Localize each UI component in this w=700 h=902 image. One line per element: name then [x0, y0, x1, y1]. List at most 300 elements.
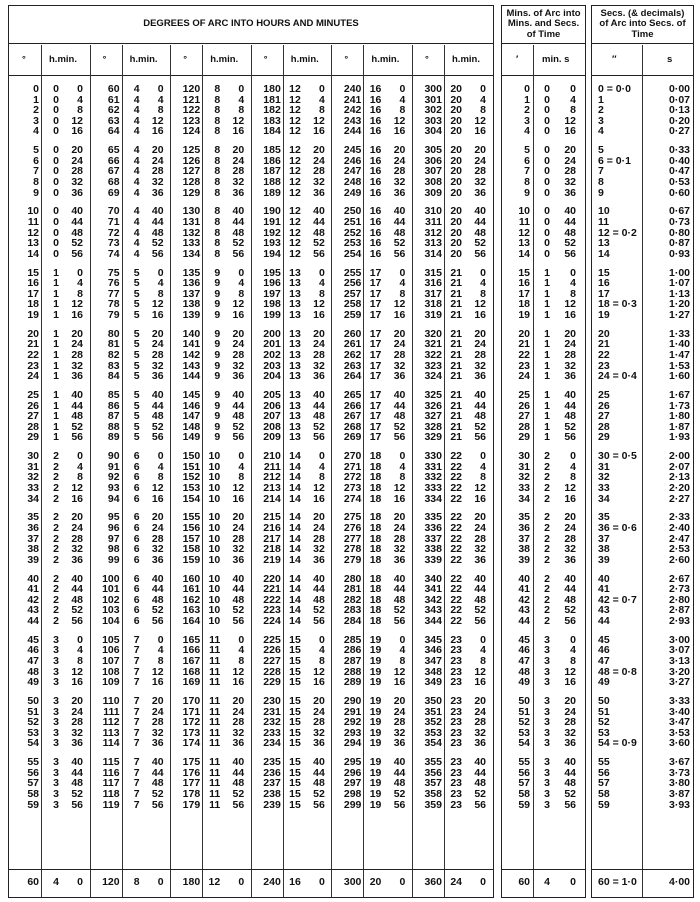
degree-value: 203 — [263, 359, 281, 372]
degree-value: 28 — [27, 420, 39, 433]
degree-value: 76 — [107, 277, 120, 290]
minutes-value: 32 — [393, 543, 406, 556]
hours-value: 8 — [214, 165, 221, 178]
minutes-value: 56 — [393, 615, 406, 627]
minutes-value: 44 — [232, 583, 245, 596]
minutes-value: 20 — [71, 144, 83, 157]
final-row-divider — [9, 869, 493, 870]
degree-value: 68 — [107, 176, 120, 188]
degree-value: 4 — [33, 125, 39, 138]
minutes-value: 20 — [313, 511, 325, 524]
minutes-value: 8 — [157, 104, 164, 117]
hours-value: 11 — [209, 726, 221, 739]
time-minutes-value: 2 — [544, 543, 550, 556]
hours-value: 9 — [214, 266, 221, 279]
degree-value: 66 — [107, 154, 120, 167]
degree-value: 188 — [263, 176, 281, 188]
degree-value: 136 — [182, 277, 201, 290]
minutes-value: 56 — [71, 431, 83, 444]
arc-seconds-value: 42 = 0·7 — [598, 593, 637, 606]
degree-value: 196 — [263, 277, 281, 290]
time-minutes-value: 1 — [544, 431, 550, 444]
degree-value: 83 — [107, 359, 120, 372]
degree-value: 13 — [27, 237, 39, 250]
hours-value: 5 — [133, 309, 140, 321]
arc-minutes-value: 23 — [518, 359, 530, 372]
time-minutes-value: 1 — [544, 410, 550, 423]
hours-value: 21 — [450, 287, 462, 300]
hours-value: 9 — [214, 359, 221, 372]
degree-value: 351 — [424, 705, 442, 718]
minutes-value: 0 — [318, 266, 325, 279]
minutes-value: 48 — [474, 593, 486, 606]
minutes-value: 16 — [151, 676, 164, 689]
hours-value: 16 — [289, 876, 301, 888]
minutes-value: 36 — [474, 553, 486, 566]
minutes-value: 28 — [393, 165, 406, 178]
arc-minutes-value: 30 — [518, 450, 530, 463]
arc-minutes-value: 7 — [524, 165, 530, 178]
minutes-value: 56 — [393, 247, 406, 260]
time-minutes-value: 0 — [544, 176, 550, 188]
time-minutes-value: 0 — [544, 247, 550, 260]
hours-value: 6 — [133, 522, 140, 534]
hours-value: 13 — [289, 431, 301, 444]
minutes-value: 48 — [474, 226, 486, 239]
time-seconds-value: 56 — [564, 431, 576, 444]
hours-value: 9 — [214, 420, 221, 433]
time-minutes-value: 2 — [544, 604, 550, 617]
minutes-value: 0 — [157, 266, 164, 279]
arc-seconds-value: 30 = 0·5 — [598, 450, 637, 463]
arc-minutes-value: 29 — [518, 431, 530, 444]
time-seconds-value: 16 — [564, 125, 576, 138]
minutes-value: 12 — [474, 482, 486, 494]
minutes-value: 20 — [232, 327, 245, 340]
time-seconds-decimal: 0·53 — [668, 176, 690, 188]
hours-value: 18 — [369, 532, 382, 545]
degree-value: 207 — [263, 410, 281, 423]
arc-seconds-value: 49 — [598, 676, 610, 689]
time-minutes-value: 2 — [544, 572, 550, 585]
minutes-value: 48 — [232, 410, 245, 423]
hours-value: 5 — [133, 277, 140, 290]
hours-value: 11 — [209, 655, 221, 667]
minutes-value: 52 — [151, 788, 164, 800]
degree-value: 184 — [263, 125, 281, 138]
degree-value: 302 — [424, 104, 442, 117]
hours-value: 5 — [133, 287, 140, 300]
time-minutes-value: 2 — [544, 615, 550, 627]
minutes-value: 8 — [318, 287, 325, 300]
hours-value: 17 — [369, 389, 382, 401]
time-seconds-decimal: 4·00 — [668, 876, 690, 888]
degree-value: 95 — [107, 511, 120, 524]
minutes-value: 4 — [399, 460, 406, 473]
hours-value: 9 — [214, 309, 221, 321]
hours-value: 4 — [53, 876, 59, 888]
hours-value: 6 — [133, 482, 140, 494]
hours-value: 1 — [53, 266, 59, 279]
degree-value: 341 — [424, 583, 442, 596]
degree-value: 306 — [424, 154, 442, 167]
hmin-header: h.min. — [290, 54, 319, 65]
hours-value: 8 — [214, 176, 221, 188]
degree-value: 121 — [182, 93, 201, 106]
hours-value: 12 — [289, 165, 301, 178]
degree-value: 109 — [102, 676, 120, 689]
minutes-value: 52 — [313, 420, 325, 433]
block-divider — [412, 45, 413, 897]
degree-value: 277 — [343, 532, 362, 545]
minutes-value: 28 — [474, 716, 486, 729]
arc-seconds-value: 35 — [598, 511, 610, 524]
time-seconds-decimal: 0·80 — [668, 226, 690, 239]
hours-value: 14 — [289, 492, 301, 505]
hours-value: 10 — [208, 511, 221, 524]
hours-value: 22 — [450, 532, 462, 545]
hours-value: 15 — [289, 756, 301, 769]
time-minutes-value: 1 — [544, 370, 550, 383]
minutes-value: 44 — [313, 766, 325, 779]
hours-value: 9 — [214, 399, 221, 412]
degree-value: 110 — [102, 695, 120, 707]
minutes-value: 0 — [157, 876, 164, 888]
minutes-value: 16 — [393, 309, 406, 321]
minutes-value: 28 — [232, 532, 245, 545]
hours-value: 1 — [53, 277, 59, 290]
time-seconds-value: 24 — [564, 522, 576, 534]
degree-value: 60 — [107, 83, 120, 95]
minutes-value: 0 — [399, 83, 406, 95]
minutes-value: 28 — [393, 349, 406, 361]
degree-value: 118 — [102, 788, 120, 800]
time-seconds-decimal: 0·27 — [668, 125, 690, 138]
time-seconds-value: 8 — [570, 104, 576, 117]
hours-value: 12 — [208, 876, 221, 888]
arc-seconds-value: 14 — [598, 247, 610, 260]
degree-value: 214 — [263, 492, 281, 505]
arc-seconds-value: 2 — [598, 104, 604, 117]
minutes-value: 48 — [71, 777, 83, 790]
hours-value: 19 — [369, 756, 382, 769]
minutes-value: 20 — [393, 511, 406, 524]
arc-seconds-value: 5 — [598, 144, 604, 157]
arc-seconds-value: 18 = 0·3 — [598, 298, 637, 311]
hours-value: 6 — [133, 450, 140, 463]
hours-value: 10 — [208, 532, 221, 545]
time-minutes-value: 0 — [544, 237, 550, 250]
minutes-value: 16 — [151, 309, 164, 321]
degree-value: 97 — [107, 532, 120, 545]
degree-value: 34 — [27, 492, 39, 505]
time-seconds-value: 20 — [564, 144, 576, 157]
minutes-value: 32 — [151, 543, 164, 556]
minutes-value: 44 — [151, 583, 164, 596]
degree-value: 92 — [107, 471, 120, 484]
minutes-value: 4 — [480, 277, 486, 290]
final-row-divider — [592, 869, 693, 870]
arc-seconds-value: 52 — [598, 716, 610, 729]
hours-value: 20 — [450, 205, 462, 218]
degree-value: 190 — [263, 205, 281, 218]
minutes-value: 32 — [151, 726, 164, 739]
minutes-value: 8 — [77, 655, 83, 667]
degree-value: 50 — [27, 695, 39, 707]
degree-value: 169 — [182, 676, 201, 689]
minutes-value: 16 — [71, 676, 83, 689]
time-seconds-decimal: 1·33 — [668, 327, 690, 340]
degree-value: 159 — [182, 553, 201, 566]
degree-value: 360 — [424, 876, 442, 888]
hours-value: 3 — [53, 737, 59, 750]
degree-value: 320 — [424, 327, 442, 340]
hours-value: 17 — [369, 431, 382, 444]
arc-seconds-value: 22 — [598, 349, 610, 361]
time-seconds-value: 44 — [564, 583, 576, 596]
minutes-value: 28 — [313, 532, 325, 545]
time-minutes-value: 1 — [544, 266, 550, 279]
hours-value: 8 — [214, 144, 221, 157]
minutes-value: 32 — [393, 176, 406, 188]
minutes-value: 8 — [480, 471, 486, 484]
time-seconds-value: 40 — [564, 572, 576, 585]
hours-value: 0 — [53, 154, 59, 167]
time-seconds-value: 32 — [564, 176, 576, 188]
time-seconds-value: 52 — [564, 604, 576, 617]
degree-value: 140 — [182, 327, 201, 340]
degree-value: 62 — [107, 104, 120, 117]
hours-value: 20 — [450, 144, 462, 157]
degree-value: 155 — [182, 511, 201, 524]
hours-value: 6 — [133, 553, 140, 566]
degree-value: 225 — [263, 633, 281, 646]
time-seconds-decimal: 1·07 — [668, 277, 690, 290]
minutes-value: 0 — [157, 633, 164, 646]
degree-value: 53 — [27, 726, 39, 739]
degree-value: 41 — [27, 583, 39, 596]
degree-value: 255 — [343, 266, 362, 279]
degree-value: 307 — [424, 165, 442, 178]
hours-value: 23 — [450, 665, 462, 678]
minutes-value: 52 — [474, 604, 486, 617]
time-seconds-decimal: 3·33 — [668, 695, 690, 707]
time-seconds-value: 32 — [564, 543, 576, 556]
degree-value: 162 — [182, 593, 201, 606]
minutes-value: 16 — [232, 676, 245, 689]
hours-value: 23 — [450, 777, 462, 790]
hours-value: 3 — [53, 766, 59, 779]
hours-value: 5 — [133, 359, 140, 372]
minutes-value: 28 — [71, 349, 83, 361]
minutes-value: 4 — [480, 93, 486, 106]
time-minutes-value: 0 — [544, 165, 550, 178]
arc-seconds-value: 10 — [598, 205, 610, 218]
hours-value: 8 — [214, 237, 221, 250]
degree-value: 2 — [33, 104, 39, 117]
hours-value: 9 — [214, 370, 221, 383]
arc-seconds-value: 0 = 0·0 — [598, 83, 631, 95]
hours-value: 1 — [53, 338, 59, 351]
hours-value: 6 — [133, 511, 140, 524]
hours-value: 1 — [53, 431, 59, 444]
hours-value: 13 — [289, 389, 301, 401]
degree-value: 257 — [343, 287, 362, 300]
arc-minutes-value: 4 — [524, 125, 530, 138]
minutes-value: 12 — [232, 482, 245, 494]
degree-value: 128 — [182, 176, 201, 188]
degree-value: 39 — [27, 553, 39, 566]
degree-value: 354 — [424, 737, 442, 750]
time-seconds-decimal: 3·93 — [668, 798, 690, 811]
hours-value: 12 — [289, 176, 301, 188]
degree-value: 156 — [182, 522, 201, 534]
time-seconds-decimal: 2·73 — [668, 583, 690, 596]
seconds-column-divider — [642, 45, 643, 897]
degree-value: 44 — [27, 615, 39, 627]
degree-value: 31 — [27, 460, 39, 473]
minutes-value: 40 — [232, 205, 245, 218]
minutes-value: 44 — [474, 216, 486, 228]
minutes-value: 28 — [151, 532, 164, 545]
hours-value: 14 — [289, 593, 301, 606]
time-minutes-value: 2 — [544, 593, 550, 606]
minutes-value: 0 — [318, 633, 325, 646]
degree-value: 49 — [27, 676, 39, 689]
arc-seconds-value: 32 — [598, 471, 610, 484]
minutes-value: 4 — [318, 644, 325, 657]
hours-value: 22 — [450, 553, 462, 566]
minutes-value: 40 — [151, 389, 164, 401]
degree-value: 319 — [424, 309, 442, 321]
degree-value: 253 — [343, 237, 362, 250]
minutes-value: 56 — [313, 798, 325, 811]
hours-value: 14 — [289, 511, 301, 524]
minutes-value: 20 — [151, 511, 164, 524]
time-seconds-decimal: 2·00 — [668, 450, 690, 463]
minutes-value: 56 — [232, 247, 245, 260]
degree-value: 142 — [182, 349, 201, 361]
degree-value: 239 — [263, 798, 281, 811]
hours-value: 14 — [289, 532, 301, 545]
hours-value: 7 — [133, 665, 140, 678]
hours-value: 20 — [450, 165, 462, 178]
degree-value: 146 — [182, 399, 201, 412]
minutes-value: 20 — [474, 695, 486, 707]
minutes-value: 12 — [313, 298, 325, 311]
hours-value: 3 — [53, 644, 59, 657]
time-header: min. s — [542, 54, 570, 65]
hours-value: 10 — [208, 553, 221, 566]
hours-value: 20 — [450, 176, 462, 188]
degree-value: 5 — [33, 144, 39, 157]
time-seconds-value: 4 — [570, 277, 576, 290]
minutes-value: 24 — [474, 338, 486, 351]
degree-value: 64 — [107, 125, 120, 138]
minutes-value: 40 — [393, 572, 406, 585]
hours-value: 14 — [289, 543, 301, 556]
hours-value: 18 — [369, 471, 382, 484]
minutes-value: 56 — [393, 431, 406, 444]
arc-minutes-value: 1 — [524, 93, 530, 106]
minutes-value: 56 — [151, 247, 164, 260]
time-seconds-decimal: 1·93 — [668, 431, 690, 444]
degree-value: 150 — [182, 450, 201, 463]
hours-value: 13 — [289, 309, 301, 321]
degree-value: 198 — [263, 298, 281, 311]
minutes-value: 44 — [71, 399, 83, 412]
time-seconds-value: 24 — [564, 338, 576, 351]
degree-value: 173 — [182, 726, 201, 739]
minutes-value: 4 — [399, 644, 406, 657]
time-seconds-value: 48 — [564, 410, 576, 423]
degree-value: 197 — [263, 287, 281, 300]
hours-value: 15 — [289, 716, 301, 729]
arc-seconds-value: 43 — [598, 604, 610, 617]
minutes-value: 24 — [393, 705, 406, 718]
degree-value: 14 — [27, 247, 39, 260]
minutes-value: 12 — [71, 482, 83, 494]
time-minutes-value: 2 — [544, 532, 550, 545]
hours-value: 22 — [450, 593, 462, 606]
time-minutes-value: 2 — [544, 471, 550, 484]
minutes-value: 12 — [313, 665, 325, 678]
degree-value: 237 — [263, 777, 281, 790]
arc-minutes-value: 16 — [518, 277, 530, 290]
minutes-value: 16 — [151, 125, 164, 138]
arc-seconds-value: 31 — [598, 460, 610, 473]
time-minutes-value: 1 — [544, 389, 550, 401]
arc-minutes-value: 27 — [518, 410, 530, 423]
minutes-value: 36 — [71, 186, 83, 199]
hours-value: 0 — [53, 176, 59, 188]
hours-value: 24 — [450, 876, 462, 888]
degree-value: 270 — [343, 450, 362, 463]
time-seconds-value: 52 — [564, 788, 576, 800]
minutes-panel-title: Mins. of Arc into Mins. and Secs. of Time — [502, 6, 585, 44]
degree-value: 26 — [27, 399, 39, 412]
degree-value: 280 — [343, 572, 362, 585]
minutes-value: 4 — [238, 93, 245, 106]
hours-value: 21 — [450, 266, 462, 279]
degree-value: 324 — [424, 370, 442, 383]
time-seconds-decimal: 2·67 — [668, 572, 690, 585]
minutes-value: 8 — [318, 471, 325, 484]
degree-value: 186 — [263, 154, 281, 167]
minutes-value: 40 — [474, 572, 486, 585]
time-seconds-value: 40 — [564, 756, 576, 769]
minutes-value: 24 — [71, 338, 83, 351]
degree-value: 167 — [182, 655, 201, 667]
hours-value: 8 — [214, 154, 221, 167]
hours-value: 3 — [53, 705, 59, 718]
hours-value: 5 — [133, 410, 140, 423]
degree-value: 158 — [182, 543, 201, 556]
hours-value: 6 — [133, 532, 140, 545]
minutes-value: 32 — [474, 359, 486, 372]
degree-value: 96 — [107, 522, 120, 534]
hmin-header: h.min. — [210, 54, 239, 65]
minutes-value: 48 — [151, 593, 164, 606]
hours-value: 6 — [133, 543, 140, 556]
hours-value: 19 — [369, 788, 382, 800]
minutes-value: 44 — [232, 216, 245, 228]
degree-value: 157 — [182, 532, 201, 545]
minutes-value: 4 — [318, 277, 325, 290]
hours-value: 4 — [133, 247, 140, 260]
time-seconds-decimal: 2·47 — [668, 532, 690, 545]
hours-value: 7 — [133, 695, 140, 707]
